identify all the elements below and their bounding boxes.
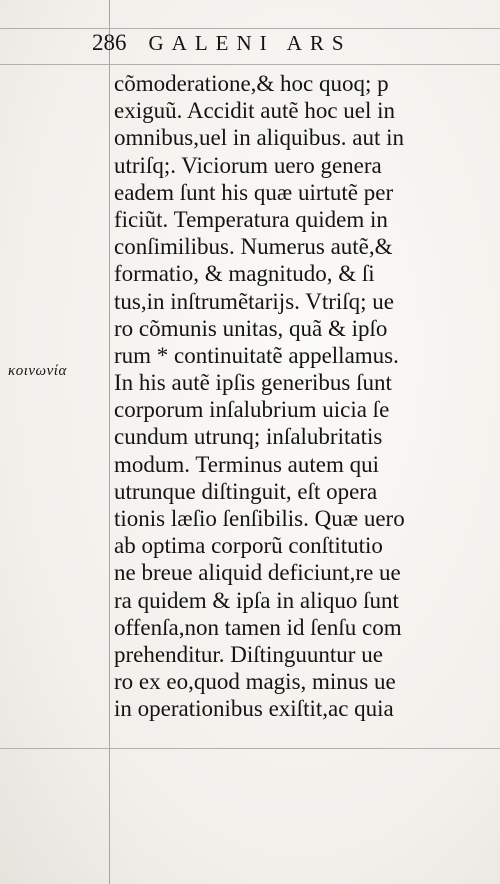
text-line: rum * continuitatẽ appellamus. [114, 342, 399, 368]
text-line: utriſq;. Viciorum uero genera [114, 152, 382, 178]
text-line: omnibus,uel in aliquibus. aut in [114, 125, 405, 151]
text-line: tus,in inſtrumẽtarijs. Vtriſq; ue [114, 288, 395, 314]
text-line: utrunque diſtinguit, eſt opera [114, 478, 378, 504]
header-rule-line [0, 64, 500, 65]
text-line: offenſa,non tamen id ſenſu com [114, 614, 402, 640]
margin-rule-line [109, 0, 110, 884]
text-line: ro cõmunis unitas, quã & ipſo [114, 315, 388, 341]
text-line: In his autẽ ipſis generibus ſunt [114, 370, 392, 396]
running-title: GALENI ARS [148, 31, 352, 55]
body-text [114, 70, 494, 723]
text-line: modum. Terminus autem qui [114, 451, 379, 477]
text-line: ab optima corporũ conſtitutio [114, 533, 383, 559]
text-line: eadem ſunt his quæ uirtutẽ per [114, 179, 394, 205]
marginal-note: κοινωνία [8, 363, 67, 379]
text-line: ne breue aliquid deficiunt,re ue [114, 560, 401, 586]
page-header [92, 30, 500, 64]
text-line: ra quidem & ipſa in aliquo ſunt [114, 587, 399, 613]
text-line: ficiũt. Temperatura quidem in [114, 206, 388, 232]
text-line: formatio, & magnitudo, & ſi [114, 261, 375, 287]
text-line: cõmoderatione,& hoc quoq; p [114, 71, 389, 96]
text-line: conſimilibus. Numerus autẽ,& [114, 234, 393, 260]
top-rule-line [0, 28, 500, 29]
text-line: tionis læſio ſenſibilis. Quæ uero [114, 506, 405, 531]
bottom-rule-line [0, 748, 500, 749]
text-line: cundum utrunq; inſalubritatis [114, 424, 383, 450]
text-line: exiguũ. Accidit autẽ hoc uel in [114, 98, 396, 124]
text-line: in operationibus exiſtit,ac quia [114, 696, 394, 722]
text-line: prehenditur. Diſtinguuntur ue [114, 641, 383, 667]
text-line: corporum inſalubrium uicia ſe [114, 397, 390, 423]
text-line: ro ex eo,quod magis, minus ue [114, 669, 396, 695]
page-number: 286 [92, 30, 127, 55]
